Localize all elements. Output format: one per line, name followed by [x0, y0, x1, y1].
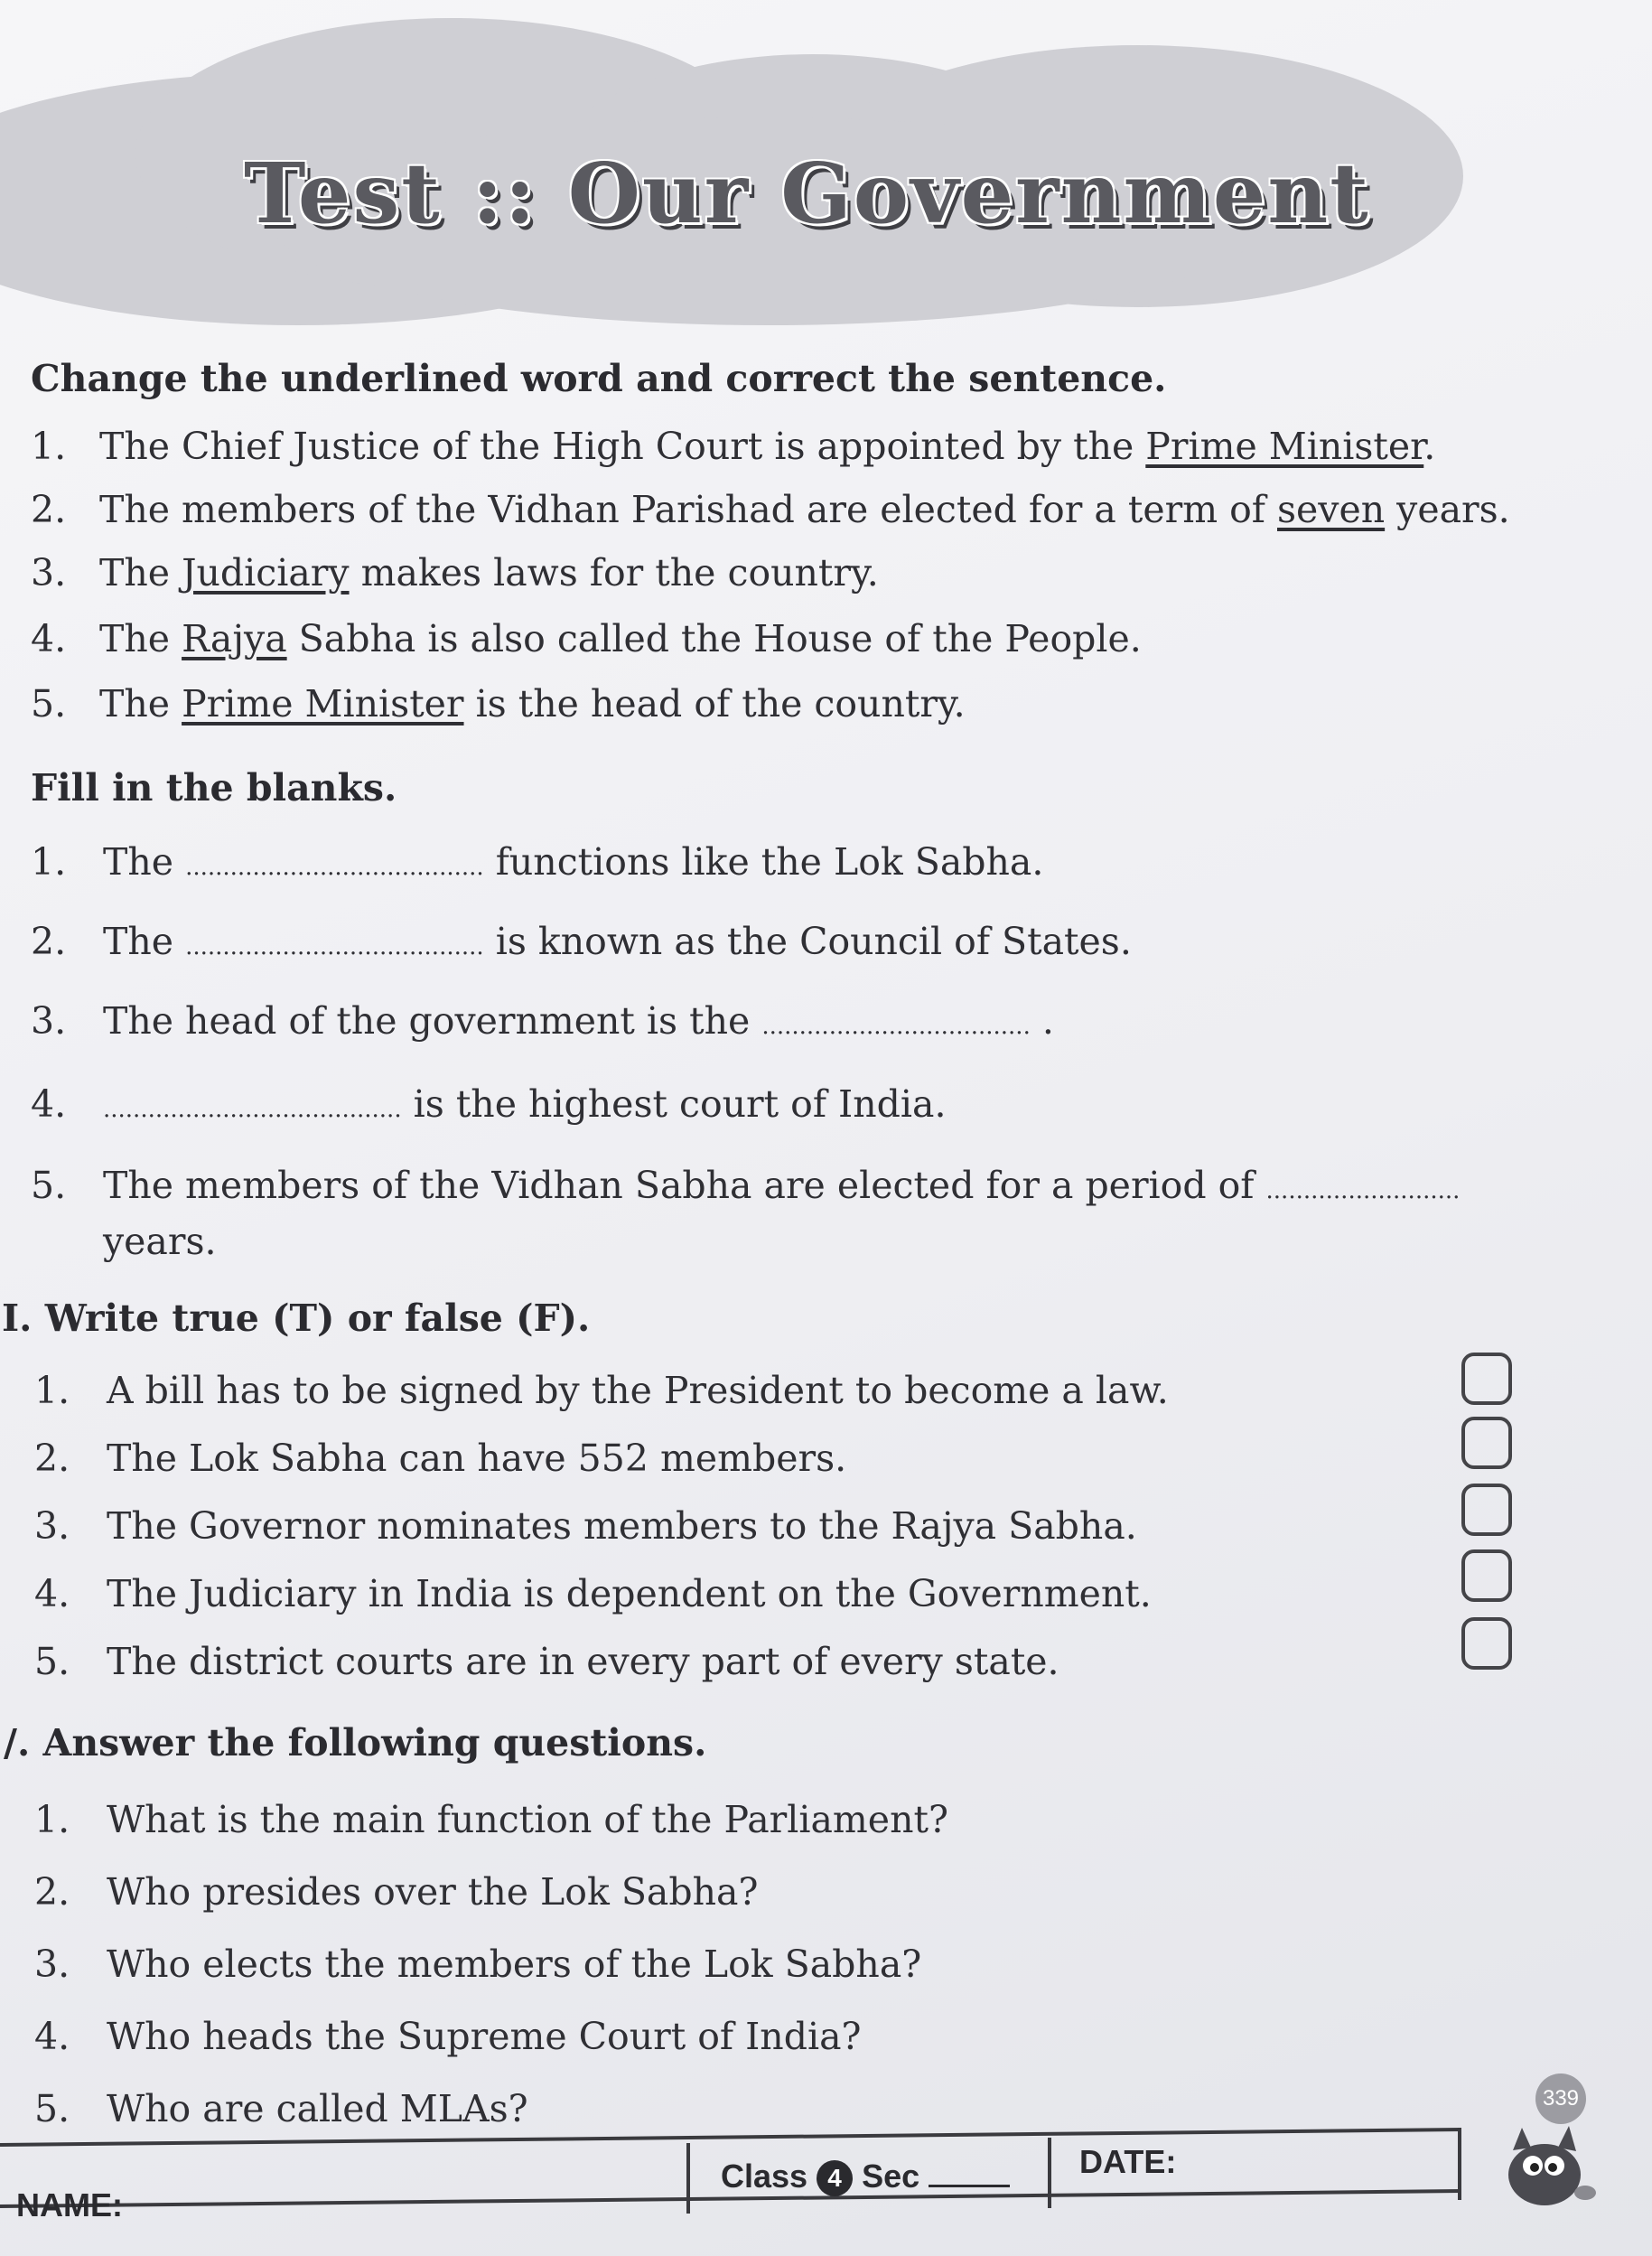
answer-blank[interactable]: ........................................: [185, 933, 484, 960]
item-number: 1.: [31, 840, 67, 884]
item-number: 1.: [34, 1369, 70, 1412]
item-text: Who are called MLAs?: [107, 2087, 528, 2130]
answer-box[interactable]: [1461, 1353, 1512, 1405]
text-segment: The members of the Vidhan Sabha are elected for a period of: [103, 1164, 1255, 1207]
text-segment: The: [99, 682, 182, 725]
class-field: [721, 2158, 1010, 2196]
text-segment: makes laws for the country.: [349, 551, 879, 594]
section-heading: Change the underlined word and correct the sentence.: [31, 357, 1167, 400]
item-number: 2.: [34, 1437, 70, 1480]
item-text: [103, 1164, 1460, 1207]
item-text: [99, 488, 1510, 531]
item-number: 5.: [31, 682, 67, 725]
answer-box[interactable]: [1461, 1617, 1512, 1670]
item-text: [99, 425, 1435, 468]
answer-blank[interactable]: ..........................: [1265, 1177, 1461, 1204]
item-continuation: years.: [103, 1220, 217, 1263]
item-text: [103, 1082, 946, 1126]
class-label: Class: [721, 2158, 808, 2195]
item-text: Who presides over the Lok Sabha?: [107, 1870, 759, 1914]
page-number: 339: [1535, 2073, 1586, 2124]
text-segment: The Chief Justice of the High Court is appointed by the: [99, 425, 1146, 468]
text-segment: The head of the government is the: [103, 999, 751, 1043]
item-number: 5.: [34, 1640, 70, 1683]
text-segment: functions like the Lok Sabha.: [495, 840, 1044, 884]
text-segment: The: [99, 551, 182, 594]
item-text: [103, 999, 1054, 1043]
item-number: 2.: [31, 488, 67, 531]
text-segment: .: [1423, 425, 1436, 468]
item-text: The district courts are in every part of every state.: [107, 1640, 1059, 1683]
item-number: 2.: [34, 1870, 70, 1914]
item-number: 3.: [34, 1504, 70, 1548]
item-text: [99, 682, 966, 725]
sec-label: Sec: [862, 2158, 920, 2195]
answer-blank[interactable]: ....................................: [761, 1013, 1031, 1040]
item-number: 1.: [34, 1798, 70, 1841]
item-text: [103, 920, 1132, 963]
text-segment: The: [103, 840, 174, 884]
item-number: 4.: [34, 2015, 70, 2058]
section-heading: Fill in the blanks.: [31, 766, 397, 810]
item-text: [99, 551, 879, 594]
underlined-word: Prime Minister: [1145, 425, 1424, 468]
text-segment: The members of the Vidhan Parishad are elected for a term of: [99, 488, 1277, 531]
text-segment: years.: [1385, 488, 1510, 531]
underlined-word: Prime Minister: [182, 682, 464, 725]
item-number: 3.: [34, 1942, 70, 1986]
item-number: 2.: [31, 920, 67, 963]
item-number: 3.: [31, 999, 67, 1043]
answer-box[interactable]: [1461, 1417, 1512, 1469]
underlined-word: Rajya: [182, 617, 287, 660]
item-text: The Judiciary in India is dependent on the Government.: [107, 1572, 1152, 1615]
answer-box[interactable]: [1461, 1484, 1512, 1536]
item-text: The Lok Sabha can have 552 members.: [107, 1437, 847, 1480]
answer-blank[interactable]: ........................................: [185, 854, 484, 881]
item-text: [103, 840, 1043, 884]
text-segment: is the head of the country.: [463, 682, 966, 725]
item-text: The Governor nominates members to the Rajya Sabha.: [107, 1504, 1137, 1548]
date-label: DATE:: [1079, 2143, 1177, 2180]
item-text: Who heads the Supreme Court of India?: [107, 2015, 862, 2058]
answer-blank[interactable]: ........................................: [103, 1096, 402, 1123]
class-number-badge: 4: [817, 2160, 853, 2196]
section-heading: /. Answer the following questions.: [4, 1721, 707, 1765]
item-text: [99, 617, 1142, 660]
text-segment: Sabha is also called the House of the People.: [286, 617, 1142, 660]
item-number: 3.: [31, 551, 67, 594]
text-segment: is the highest court of India.: [413, 1082, 947, 1126]
text-segment: .: [1041, 999, 1054, 1043]
item-number: 4.: [31, 617, 67, 660]
item-text: Who elects the members of the Lok Sabha?: [107, 1942, 922, 1986]
item-text: A bill has to be signed by the President to become a law.: [107, 1369, 1169, 1412]
text-segment: The: [99, 617, 182, 660]
name-label: NAME:: [16, 2186, 123, 2223]
item-number: 1.: [31, 425, 67, 468]
mascot-icon: [1495, 2119, 1603, 2218]
answer-box[interactable]: [1461, 1549, 1512, 1602]
item-number: 4.: [34, 1572, 70, 1615]
item-number: 5.: [34, 2087, 70, 2130]
item-number: 4.: [31, 1082, 67, 1126]
text-segment: The: [103, 920, 174, 963]
item-number: 5.: [31, 1164, 67, 1207]
underlined-word: Judiciary: [182, 551, 350, 594]
text-segment: is known as the Council of States.: [495, 920, 1132, 963]
underlined-word: seven: [1277, 488, 1386, 531]
section-heading: I. Write true (T) or false (F).: [2, 1296, 591, 1340]
page-title: Test :: Our Government: [244, 145, 1370, 242]
item-text: What is the main function of the Parliament?: [107, 1798, 948, 1841]
